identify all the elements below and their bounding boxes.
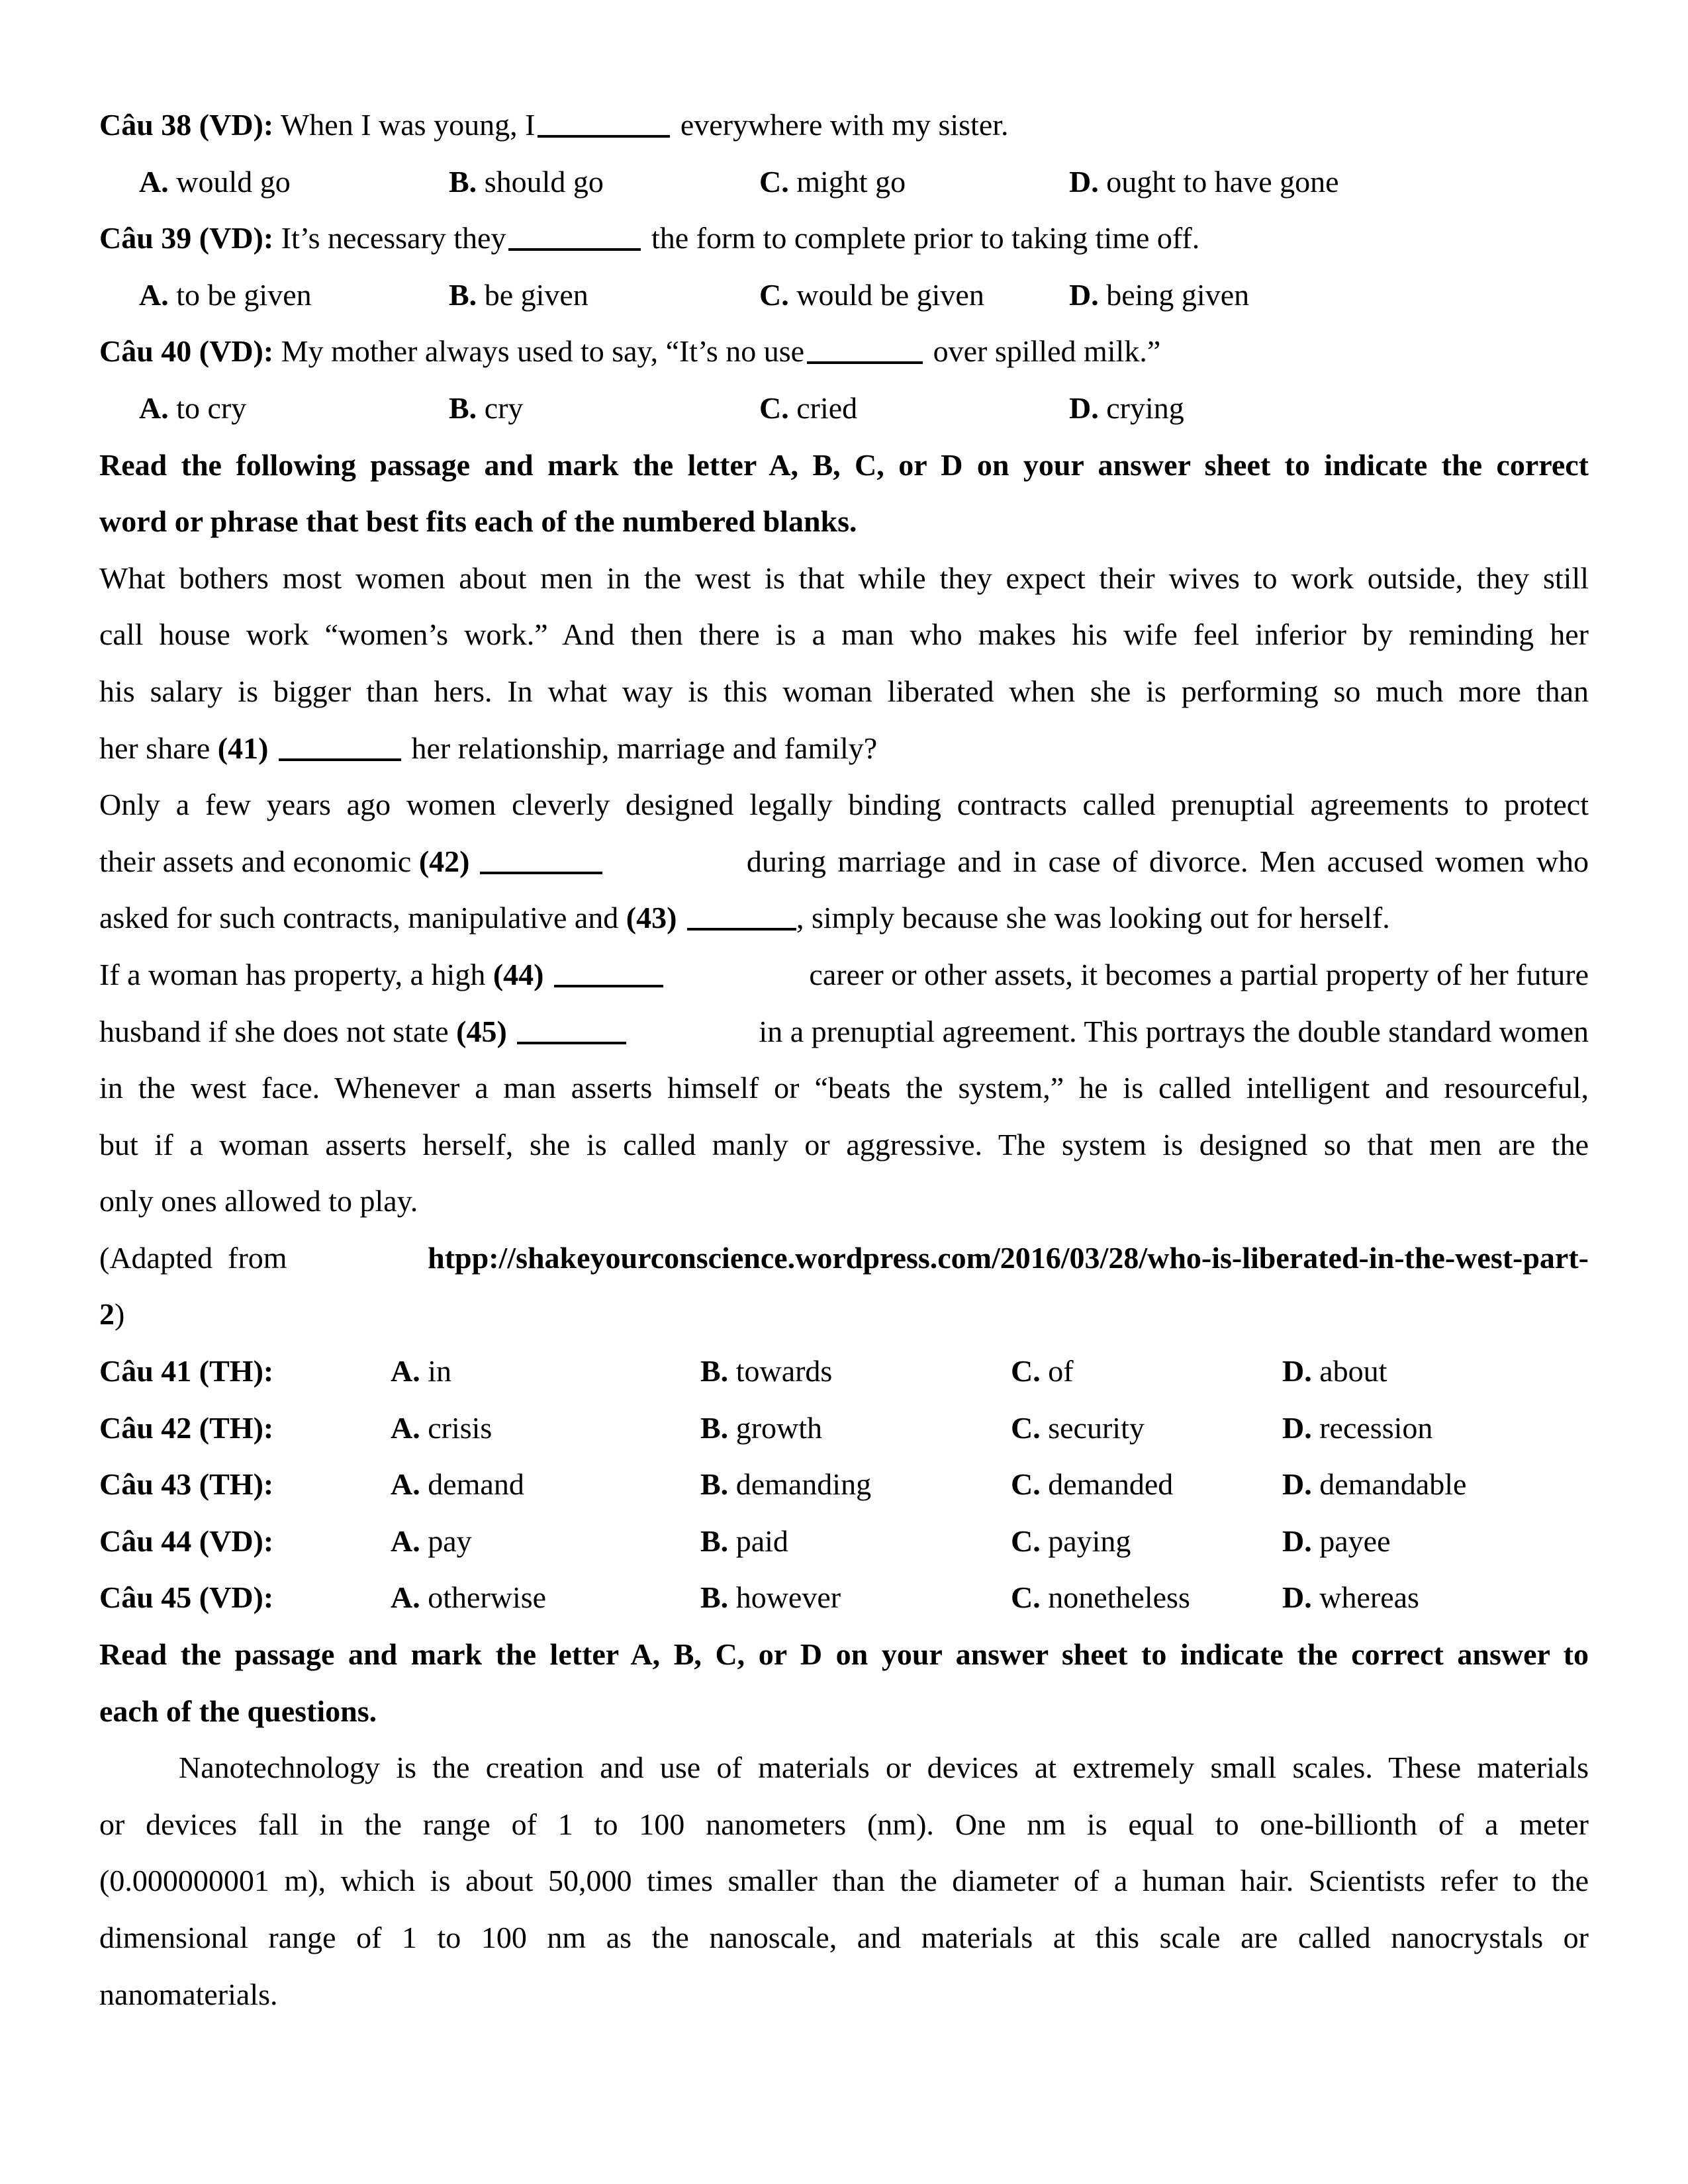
question-40-stem: Câu 40 (VD): My mother always used to say, “It’s no use over spilled milk.”: [99, 334, 1161, 369]
option-c[interactable]: C. of: [1011, 1354, 1074, 1388]
source-citation-cont: 2): [99, 1297, 125, 1332]
answer-blank-43: [687, 901, 796, 931]
option-d[interactable]: D. crying: [1069, 390, 1184, 425]
section-instruction-cont: word or phrase that best fits each of the numbered blanks.: [99, 504, 857, 539]
blank-number: (42): [418, 844, 470, 878]
question-42-row: [99, 1400, 1589, 1457]
question-label: Câu 40 (VD):: [99, 334, 274, 369]
question-label: Câu 38 (VD):: [99, 108, 274, 142]
answer-blank: [508, 221, 641, 251]
option-c[interactable]: C. security: [1011, 1410, 1145, 1445]
exam-page: [99, 97, 1589, 2023]
option-c[interactable]: C. might go: [759, 164, 906, 199]
question-40-options: [99, 380, 1589, 437]
blank-number: (44): [492, 957, 544, 991]
question-38-options: [99, 154, 1589, 210]
option-a[interactable]: A. would go: [139, 164, 291, 199]
option-b[interactable]: B. growth: [700, 1410, 823, 1445]
question-label: Câu 42 (TH):: [99, 1410, 274, 1445]
option-c[interactable]: C. paying: [1011, 1524, 1131, 1558]
option-a[interactable]: A. to cry: [139, 390, 247, 425]
question-45-row: [99, 1569, 1589, 1626]
answer-blank-41: [279, 731, 401, 760]
option-a[interactable]: A. pay: [391, 1524, 472, 1558]
section-instruction: Read the following passage and mark the letter A, B, C, or D on your answer sheet to indicate the correct: [99, 447, 1589, 482]
passage-line: their assets and economic (42) during marriage and in case of divorce. Men accused women who: [99, 844, 1589, 878]
option-d[interactable]: D. whereas: [1282, 1580, 1419, 1615]
option-a[interactable]: A. crisis: [391, 1410, 492, 1445]
option-a[interactable]: A. otherwise: [391, 1580, 547, 1615]
option-a[interactable]: A. demand: [391, 1467, 524, 1502]
answer-blank-42: [480, 844, 602, 874]
section-instruction-cont: each of the questions.: [99, 1694, 377, 1728]
option-b[interactable]: B. however: [700, 1580, 841, 1615]
option-b[interactable]: B. paid: [700, 1524, 788, 1558]
passage-line: in the west face. Whenever a man asserts himself or “beats the system,” he is called intelligent and resourceful,: [99, 1071, 1589, 1105]
passage-line: only ones allowed to play.: [99, 1184, 418, 1218]
passage-line: call house work “women’s work.” And then there is a man who makes his wife feel inferior by reminding her: [99, 617, 1589, 652]
blank-number: (41): [217, 731, 269, 765]
option-a[interactable]: A. to be given: [139, 277, 312, 312]
passage-line: her share (41) her relationship, marriage and family?: [99, 731, 878, 765]
passage-line: What bothers most women about men in the west is that while they expect their wives to work outside, they still: [99, 561, 1589, 595]
passage-line: his salary is bigger than hers. In what way is this woman liberated when she is performing so much more than: [99, 674, 1589, 708]
blank-number: (43): [626, 901, 677, 935]
option-c[interactable]: C. demanded: [1011, 1467, 1174, 1502]
option-c[interactable]: C. nonetheless: [1011, 1580, 1190, 1615]
reading-line: (0.000000001 m), which is about 50,000 times smaller than the diameter of a human hair. Scientists refer to the: [99, 1864, 1589, 1898]
answer-blank: [807, 334, 923, 364]
blank-number: (45): [456, 1014, 507, 1048]
question-44-row: [99, 1513, 1589, 1570]
answer-blank-44: [554, 958, 663, 987]
option-b[interactable]: B. towards: [700, 1354, 833, 1388]
option-b[interactable]: B. demanding: [700, 1467, 872, 1502]
question-label: Câu 44 (VD):: [99, 1524, 274, 1558]
source-url[interactable]: htpp://shakeyourconscience.wordpress.com/2016/03/28/who-is-liberated-in-the-west-part-: [428, 1240, 1589, 1275]
option-d[interactable]: D. being given: [1069, 277, 1250, 312]
option-b[interactable]: B. should go: [449, 164, 604, 199]
option-d[interactable]: D. recession: [1282, 1410, 1433, 1445]
passage-line: asked for such contracts, manipulative and (43) , simply because she was looking out for herself.: [99, 901, 1390, 935]
reading-line: Nanotechnology is the creation and use of materials or devices at extremely small scales. These materials: [179, 1751, 1589, 1785]
reading-line: or devices fall in the range of 1 to 100 nanometers (nm). One nm is equal to one-billionth of a meter: [99, 1807, 1589, 1841]
source-citation: (Adapted from htpp://shakeyourconscience.wordpress.com/2016/03/28/who-is-liberated-in-the-west-part-: [99, 1230, 1589, 1287]
question-38-stem: Câu 38 (VD): When I was young, I everywhere with my sister.: [99, 108, 1009, 142]
reading-line: dimensional range of 1 to 100 nm as the nanoscale, and materials at this scale are called nanocrystals or: [99, 1921, 1589, 1954]
option-c[interactable]: C. would be given: [759, 277, 984, 312]
question-label: Câu 39 (VD):: [99, 221, 274, 255]
answer-blank-45: [517, 1014, 626, 1044]
section-instruction: Read the passage and mark the letter A, B, C, or D on your answer sheet to indicate the correct answer to: [99, 1637, 1589, 1672]
option-c[interactable]: C. cried: [759, 390, 858, 425]
question-41-row: [99, 1343, 1589, 1400]
question-39-options: [99, 267, 1589, 324]
option-d[interactable]: D. ought to have gone: [1069, 164, 1339, 199]
question-label: Câu 41 (TH):: [99, 1354, 274, 1388]
option-b[interactable]: B. cry: [449, 390, 524, 425]
option-d[interactable]: D. payee: [1282, 1524, 1391, 1558]
reading-line: nanomaterials.: [99, 1977, 278, 2011]
passage-line: but if a woman asserts herself, she is called manly or aggressive. The system is designed so that men are the: [99, 1127, 1589, 1161]
answer-blank: [538, 108, 670, 138]
question-label: Câu 43 (TH):: [99, 1467, 274, 1502]
question-43-row: [99, 1456, 1589, 1513]
option-d[interactable]: D. demandable: [1282, 1467, 1467, 1502]
question-39-stem: Câu 39 (VD): It’s necessary they the form to complete prior to taking time off.: [99, 221, 1200, 255]
passage-line: Only a few years ago women cleverly designed legally binding contracts called prenuptial agreements to protect: [99, 788, 1589, 822]
option-a[interactable]: A. in: [391, 1354, 452, 1388]
option-d[interactable]: D. about: [1282, 1354, 1387, 1388]
question-label: Câu 45 (VD):: [99, 1580, 274, 1615]
passage-line: If a woman has property, a high (44) career or other assets, it becomes a partial property of her future: [99, 957, 1589, 991]
passage-line: husband if she does not state (45) in a prenuptial agreement. This portrays the double standard women: [99, 1014, 1589, 1048]
option-b[interactable]: B. be given: [449, 277, 588, 312]
